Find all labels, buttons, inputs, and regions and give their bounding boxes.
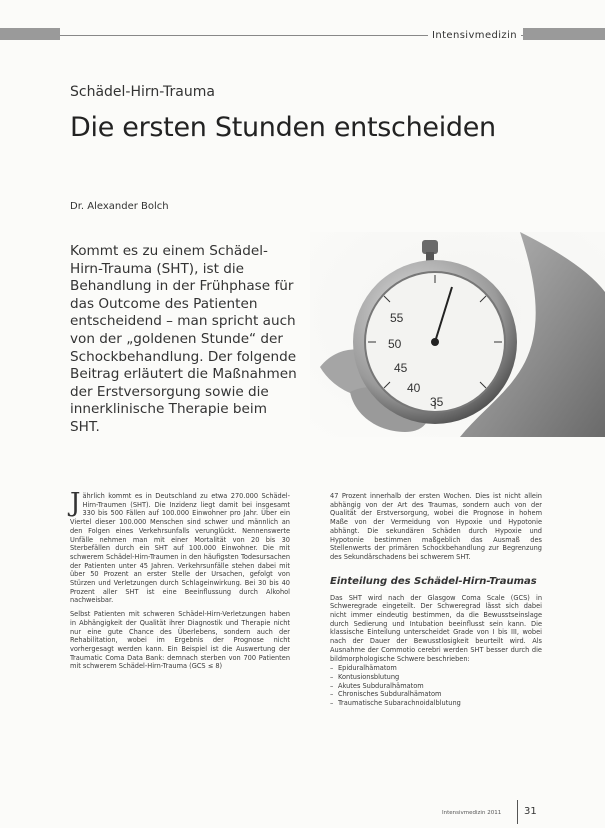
stopwatch-photo — [310, 232, 605, 437]
page-number: 31 — [524, 806, 537, 817]
bullet-item: – Chronisches Subduralhämatom — [330, 690, 542, 699]
body-paragraph: 47 Prozent innerhalb der ersten Wochen. Dies ist nicht allein abhängig von der Art des Traumas, sondern auch von der Qualität der Erstversorgung, wobei die Prognose in hohem Maße von der Vermeidung von Hypoxie und Hypotonie abhängt. Die sekundären Schäden durch Hypoxie und Hypotonie bestimmen maßgeblich das Ausmaß des Stellenwerts der primären Schockbehandlung zur Begrenzung des Sekundärschadens bei schwerem SHT. — [330, 492, 542, 561]
article-lead: Kommt es zu einem Schädel-Hirn-Trauma (SHT), ist die Behandlung in der Frühphase für das Outcome des Patienten entscheidend – man spricht auch von der „goldenen Stunde“ der Schockbehandlung. Der folgende Beitrag erläutert die Maßnahmen der Erstversorgung sowie die innerklinische Therapie beim SHT. — [70, 243, 297, 435]
body-column-right — [330, 492, 542, 708]
dial-number: 55 — [390, 311, 404, 325]
bullet-item: – Epiduralhämatom — [330, 664, 542, 673]
bullet-item: – Traumatische Subarachnoidalblutung — [330, 699, 542, 708]
dial-number: 50 — [388, 337, 402, 351]
bullet-item: – Kontusionsblutung — [330, 673, 542, 682]
article-author: Dr. Alexander Bolch — [70, 201, 169, 212]
body-paragraph: Das SHT wird nach der Glasgow Coma Scale (GCS) in Schweregrade eingeteilt. Der Schweregrad lässt sich dabei nicht immer eindeutig bestimmen, da die Bewusstseinslage durch Sedierung und Intubation beeinflusst sein kann. Die klassische Einteilung unterscheidet Grade von I bis III, wobei nach der Dauer der Bewusstlosigkeit beurteilt wird. Als Ausnahme der Commotio cerebri werden SHT besser durch die bildmorphologische Schwere beschrieben: — [330, 593, 542, 663]
article-kicker: Schädel-Hirn-Trauma — [70, 84, 215, 100]
dial-number: 45 — [394, 361, 408, 375]
body-paragraph: Selbst Patienten mit schweren Schädel-Hirn-Verletzungen haben in Abhängigkeit der Qualität ihrer Diagnostik und Therapie nicht nur eine gute Chance des Überlebens, sondern auch der Rehabilitation, wobei im Ergebnis der Prognose nicht vorhergesagt werden kann. Ein Beispiel ist die Auswertung der Traumatic Coma Data Bank: demnach sterben von 700 Patienten mit schwerem Schädel-Hirn-Trauma (GCS ≤ 8) — [70, 610, 290, 671]
bullet-list — [330, 664, 542, 708]
body-paragraph — [70, 488, 290, 605]
article-title: Die ersten Stunden entscheiden — [70, 112, 496, 143]
dial-number: 35 — [430, 395, 444, 409]
body-column-left — [70, 488, 290, 676]
footer-brand: Intensivmedizin 2011 — [442, 810, 502, 816]
drop-cap: J — [70, 488, 81, 518]
section-label: Intensivmedizin — [428, 30, 521, 41]
footer-divider — [517, 800, 518, 824]
page-footer — [420, 806, 605, 822]
stopwatch-crown — [422, 240, 438, 254]
header-band-right — [523, 28, 605, 40]
bullet-item: – Akutes Subduralhämatom — [330, 682, 542, 691]
paragraph-text: ährlich kommt es in Deutschland zu etwa 270.000 Schädel-Hirn-Traumen (SHT). Die Inzidenz liegt damit bei insgesamt 330 bis 500 Fällen auf 100.000 Einwohner pro Jahr. Über ein Viertel dieser 100.000 Menschen sind schwer und männlich an den Folgen eines Verkehrsunfalls verunglückt. Nennenswerte Unfälle nehmen man mit einer Mortalität von 20 bis 30 Sterbefällen durch ein SHT auf 100.000 Einwohner. Die mit schwerem Schädel-Hirn-Traumen in den häufigsten Todesursachen der Patienten unter 45 Jahren. Verkehrsunfälle stehen dabei mit über 50 Prozent an erster Stelle der Ursachen, gefolgt von Stürzen und Verletzungen durch Schlageinwirkung. Bei 30 bis 40 Prozent aller SHT ist eine Beeinflussung durch Alkohol nachweisbar. — [70, 492, 290, 605]
section-heading: Einteilung des Schädel-Hirn-Traumas — [330, 575, 537, 587]
dial-number: 40 — [407, 381, 421, 395]
header-band-left — [0, 28, 60, 40]
